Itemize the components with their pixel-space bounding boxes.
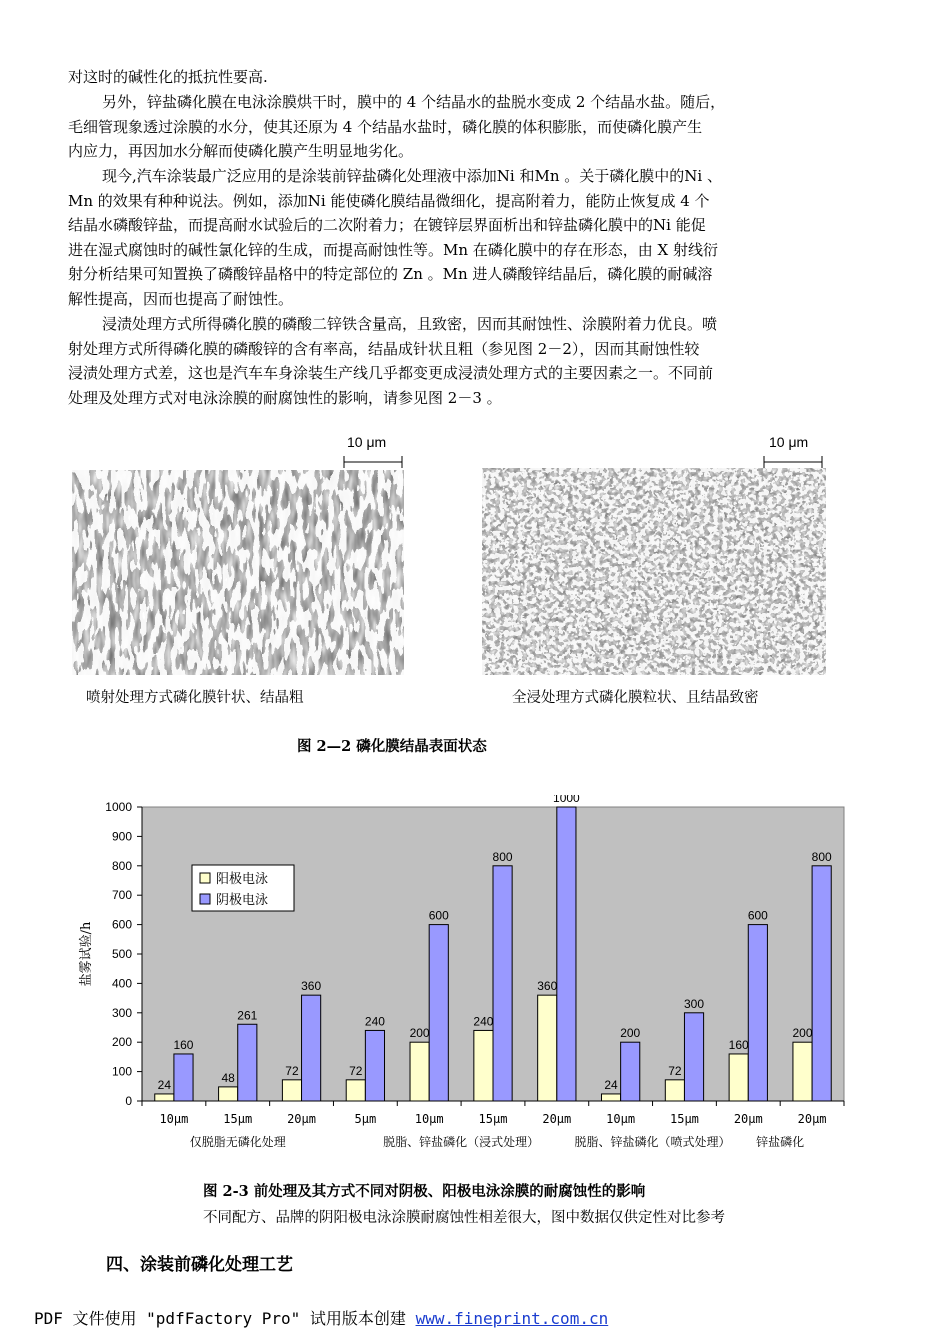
paragraph-2 <box>68 90 884 164</box>
data-label-anode: 200 <box>409 1026 430 1041</box>
chart-svg <box>76 795 866 1165</box>
bar-cathode <box>302 995 321 1101</box>
data-label-anode: 72 <box>668 1063 682 1078</box>
bar-cathode <box>621 1042 640 1101</box>
y-tick-label: 800 <box>111 858 132 873</box>
data-label-anode: 24 <box>157 1077 172 1092</box>
data-label-anode: 360 <box>537 979 558 994</box>
data-label-cathode: 240 <box>364 1014 385 1029</box>
data-label-anode: 240 <box>473 1014 494 1029</box>
bar-cathode <box>174 1054 193 1101</box>
category-label: 10μm <box>414 1112 444 1126</box>
bar-cathode <box>748 925 767 1101</box>
bar-anode <box>219 1087 238 1101</box>
y-tick-label: 200 <box>111 1035 132 1050</box>
text-line: Mn 的效果有种种说法。例如，添加Ni 能使磷化膜结晶微细化，提高附着力，能防止恢复成 4 个 <box>68 191 710 210</box>
paragraph-4 <box>68 312 884 410</box>
figure-2-3-title: 图 2-3 前处理及其方式不同对阴极、阳极电泳涂膜的耐腐蚀性的影响 <box>203 1183 646 1200</box>
bar-cathode <box>493 866 512 1101</box>
text-line: 进在湿式腐蚀时的碱性氯化锌的生成，而提高耐蚀性等。Mn 在磷化膜中的存在形态，由 X 射线衍 <box>68 240 719 259</box>
legend-swatch <box>200 873 210 883</box>
category-label: 10μm <box>159 1112 189 1126</box>
category-label: 20μm <box>542 1112 572 1126</box>
y-tick-label: 700 <box>111 888 132 903</box>
data-label-cathode: 300 <box>684 996 705 1011</box>
text-line: 浸渍处理方式差，这也是汽车车身涂装生产线几乎都变更成浸渍处理方式的主要因素之一。不同前 <box>68 364 714 383</box>
pdf-footer <box>34 1306 608 1329</box>
data-label-anode: 72 <box>349 1063 363 1078</box>
legend-label: 阴极电泳 <box>216 893 269 908</box>
y-tick-label: 0 <box>125 1094 132 1108</box>
data-label-anode: 200 <box>792 1026 813 1041</box>
data-label-cathode: 800 <box>492 849 513 864</box>
data-label-cathode: 800 <box>811 849 832 864</box>
data-label-cathode: 261 <box>237 1008 258 1023</box>
paragraph-1 <box>68 65 884 90</box>
category-label: 20μm <box>287 1112 316 1126</box>
bar-anode <box>474 1030 493 1101</box>
data-label-anode: 24 <box>604 1077 618 1092</box>
data-label-cathode: 600 <box>428 908 449 923</box>
scale-bar-left <box>340 452 410 472</box>
bar-anode <box>665 1080 684 1101</box>
text-line: 射处理方式所得磷化膜的磷酸锌的含有率高，结晶成针状且粗（参见图 2－2），因而其耐蚀性较 <box>68 339 700 358</box>
footer-text: PDF 文件使用 "pdfFactory Pro" 试用版本创建 <box>34 1309 416 1328</box>
data-label-cathode: 1000 <box>553 795 580 805</box>
bar-cathode <box>684 1013 703 1101</box>
data-label-anode: 72 <box>285 1063 299 1078</box>
bar-anode <box>601 1094 620 1101</box>
text-line: 对这时的碱性化的抵抗性要高. <box>68 68 268 86</box>
text-line: 浸渍处理方式所得磷化膜的磷酸二锌铁含量高，且致密，因而其耐蚀性、涂膜附着力优良。喷 <box>102 315 718 333</box>
bar-cathode <box>557 807 576 1101</box>
bar-anode <box>410 1042 429 1101</box>
bar-anode <box>346 1080 365 1101</box>
text-line: 解性提高，因而也提高了耐蚀性。 <box>68 289 294 308</box>
scale-label-left: 10 μm <box>347 434 387 450</box>
category-label: 5μm <box>354 1112 377 1126</box>
caption-spray: 喷射处理方式磷化膜针状、结晶粗 <box>86 690 304 706</box>
bar-anode <box>155 1094 174 1101</box>
legend-swatch <box>200 894 210 904</box>
y-tick-label: 600 <box>111 917 132 932</box>
group-label: 锌盐磷化 <box>756 1135 805 1149</box>
category-label: 20μm <box>733 1112 763 1126</box>
bar-anode <box>729 1054 748 1101</box>
caption-immersion: 全浸处理方式磷化膜粒状、且结晶致密 <box>512 690 759 706</box>
micrograph-immersion-granular <box>482 468 826 675</box>
bar-cathode <box>365 1030 384 1101</box>
y-tick-label: 500 <box>111 947 132 961</box>
data-label-cathode: 160 <box>173 1037 194 1052</box>
figure-2-3-note: 不同配方、品牌的阴阳极电泳涂膜耐腐蚀性相差很大，图中数据仅供定性对比参考 <box>203 1210 725 1226</box>
y-tick-label: 100 <box>111 1064 132 1079</box>
text-line: 毛细管现象透过涂膜的水分，使其还原为 4 个结晶水盐时，磷化膜的体积膨胀，而使磷化膜产生 <box>68 117 703 136</box>
bar-cathode <box>238 1024 257 1101</box>
paragraph-3 <box>68 164 884 312</box>
bar-cathode <box>429 925 448 1101</box>
text-line: 内应力，再因加水分解而使磷化膜产生明显地劣化。 <box>68 142 414 161</box>
y-axis-label: 盐雾试验/h <box>79 921 94 987</box>
category-label: 20μm <box>797 1112 827 1126</box>
figure-2-2-title: 图 2—2 磷化膜结晶表面状态 <box>297 738 487 755</box>
group-label: 脱脂、锌盐磷化（浸式处理） <box>383 1135 540 1149</box>
data-label-anode: 48 <box>221 1070 235 1085</box>
legend-label: 阳极电泳 <box>216 872 269 887</box>
category-label: 15μm <box>223 1112 253 1126</box>
text-line: 结晶水磷酸锌盐，而提高耐水试验后的二次附着力；在镀锌层界面析出和锌盐磷化膜中的Ni 能促 <box>68 216 706 235</box>
group-label: 脱脂、锌盐磷化（喷式处理） <box>574 1135 731 1149</box>
text-line: 处理及处理方式对电泳涂膜的耐腐蚀性的影响，请参见图 2－3 。 <box>68 388 502 407</box>
category-label: 10μm <box>606 1112 636 1126</box>
y-tick-label: 1000 <box>105 800 132 814</box>
bar-cathode <box>812 866 831 1101</box>
bar-anode <box>793 1042 812 1101</box>
scale-label-right: 10 μm <box>769 434 809 450</box>
group-label: 仅脱脂无磷化处理 <box>189 1135 286 1149</box>
bar-chart <box>76 795 866 1165</box>
category-label: 15μm <box>670 1112 699 1126</box>
bar-anode <box>282 1080 301 1101</box>
y-tick-label: 900 <box>111 829 132 844</box>
text-line: 射分析结果可知置换了磷酸锌晶格中的特定部位的 Zn 。Mn 进人磷酸锌结晶后，磷化膜的耐碱溶 <box>68 265 713 284</box>
section-heading: 四、涂装前磷化处理工艺 <box>106 1255 293 1275</box>
text-line: 另外，锌盐磷化膜在电泳涂膜烘干时，膜中的 4 个结晶水的盐脱水变成 2 个结晶水盐。随后， <box>102 93 726 111</box>
y-tick-label: 400 <box>111 976 132 991</box>
data-label-anode: 160 <box>728 1037 749 1052</box>
bar-anode <box>538 995 557 1101</box>
data-label-cathode: 600 <box>747 908 768 923</box>
footer-link[interactable]: www.fineprint.com.cn <box>415 1309 609 1328</box>
category-label: 15μm <box>478 1112 508 1126</box>
data-label-cathode: 360 <box>301 979 322 994</box>
micrograph-spray-needle <box>72 470 404 675</box>
text-line: 现今,汽车涂装最广泛应用的是涂装前锌盐磷化处理液中添加Ni 和Mn 。关于磷化膜中的Ni 、 <box>102 167 722 185</box>
data-label-cathode: 200 <box>620 1026 641 1041</box>
y-tick-label: 300 <box>111 1005 132 1020</box>
